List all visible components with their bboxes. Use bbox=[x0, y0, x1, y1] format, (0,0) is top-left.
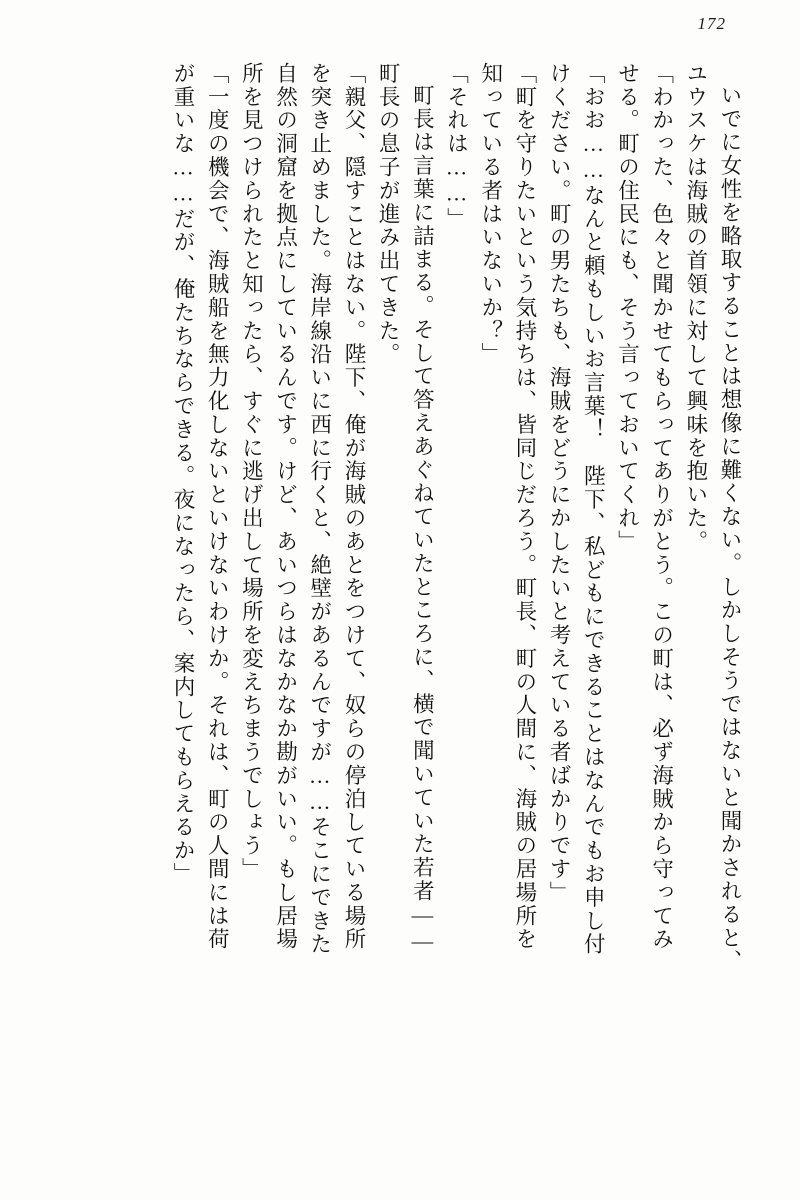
text-line: いでに女性を略取することは想像に難くない。しかしそうではないと聞かされると、 bbox=[718, 84, 742, 974]
text-line: 町長の息子が進み出てきた。 bbox=[376, 62, 401, 367]
text-line: 「町を守りたいという気持ちは、皆同じだろう。町長、町の人間に、海賊の居場所を bbox=[512, 62, 537, 952]
text-line: 「わかった、色々と聞かせてもらってありがとう。この町は、必ず海賊から守ってみ bbox=[649, 62, 674, 952]
text-line: せる。町の住民にも、そう言っておいてくれ」 bbox=[615, 62, 640, 554]
text-line: けください。町の男たちも、海賊をどうにかしたいと考えている者ばかりです」 bbox=[547, 62, 572, 905]
text-line: 「おお……なんと頼もしいお言葉！ 陛下、私どもにできることはなんでもお申し付 bbox=[581, 62, 606, 957]
text-line: ユウスケは海賊の首領に対して興味を抱いた。 bbox=[683, 62, 708, 554]
vertical-text-body bbox=[62, 62, 740, 1134]
text-line: 「それは……」 bbox=[444, 62, 469, 231]
text-line: を突き止めました。海岸線沿いに西に行くと、絶壁があるんですが……そこにできた bbox=[307, 62, 332, 957]
page-number: 172 bbox=[697, 14, 726, 33]
text-line: 自然の洞窟を拠点にしているんです。けど、あいつらはなかなか勘がいい。もし居場 bbox=[273, 62, 298, 952]
text-line: 「親父、隠すことはない。陛下、俺が海賊のあとをつけて、奴らの停泊している場所 bbox=[341, 62, 366, 952]
text-line: が重いな……だが、俺たちならできる。夜になったら、案内してもらえるか」 bbox=[171, 62, 195, 886]
text-line: 知っている者はいないか？」 bbox=[478, 62, 503, 367]
text-line: 町長は言葉に詰まる。そして答えあぐねていたところに、横で聞いていた若者―― bbox=[410, 84, 435, 955]
text-line: 所を見つけられたと知ったら、すぐに逃げ出して場所を変えちまうでしょう」 bbox=[239, 62, 264, 881]
text-line: 「一度の機会で、海賊船を無力化しないといけないわけか。それは、町の人間には荷 bbox=[205, 62, 230, 952]
